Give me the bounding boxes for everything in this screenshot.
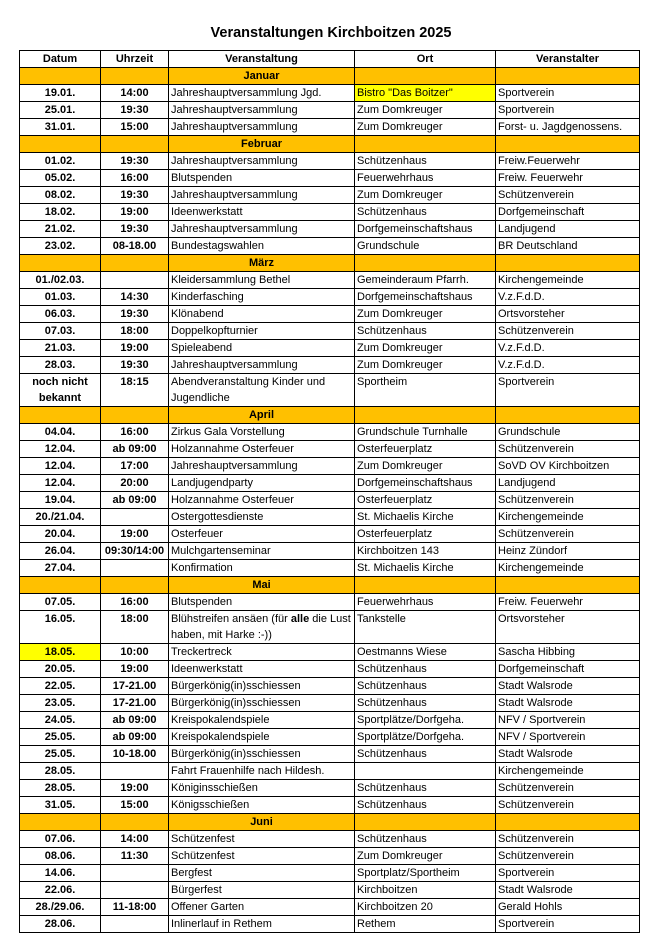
event-time: 09:30/14:00	[101, 543, 169, 560]
event-time: 10:00	[101, 644, 169, 661]
event-time	[101, 272, 169, 289]
event-title: Bürgerkönig(in)sschiessen	[169, 678, 355, 695]
event-time: 16:00	[101, 170, 169, 187]
event-place: Zum Domkreuger	[355, 340, 496, 357]
table-row	[20, 424, 640, 441]
event-place: Schützenhaus	[355, 204, 496, 221]
month-row-januar	[20, 68, 640, 85]
event-date: 20.05.	[20, 661, 101, 678]
event-organizer: Stadt Walsrode	[496, 678, 640, 695]
table-row	[20, 848, 640, 865]
event-place: Zum Domkreuger	[355, 848, 496, 865]
event-time: ab 09:00	[101, 492, 169, 509]
event-date: 25.05.	[20, 746, 101, 763]
event-place: Dorfgemeinschaftshaus	[355, 289, 496, 306]
event-organizer: Kirchengemeinde	[496, 272, 640, 289]
event-time: 16:00	[101, 424, 169, 441]
event-title: Doppelkopfturnier	[169, 323, 355, 340]
table-row	[20, 882, 640, 899]
event-title: Bürgerfest	[169, 882, 355, 899]
event-date: 18.02.	[20, 204, 101, 221]
table-row	[20, 102, 640, 119]
event-time: ab 09:00	[101, 712, 169, 729]
event-title: Spieleabend	[169, 340, 355, 357]
event-place: Sportheim	[355, 374, 496, 407]
event-time: 19:30	[101, 357, 169, 374]
table-row	[20, 560, 640, 577]
event-organizer: Forst- u. Jagdgenossens.	[496, 119, 640, 136]
header-row	[20, 51, 640, 68]
event-title: Kleidersammlung Bethel	[169, 272, 355, 289]
month-row-juni	[20, 814, 640, 831]
event-organizer: Sportverein	[496, 374, 640, 407]
event-time: 19:00	[101, 204, 169, 221]
table-row	[20, 899, 640, 916]
event-date: 24.05.	[20, 712, 101, 729]
table-row	[20, 831, 640, 848]
event-organizer: Schützenverein	[496, 848, 640, 865]
event-time: 19:00	[101, 526, 169, 543]
event-date: 20./21.04.	[20, 509, 101, 526]
table-row	[20, 611, 640, 644]
header-veranstaltung: Veranstaltung	[169, 51, 355, 68]
event-time: 14:00	[101, 831, 169, 848]
event-organizer: Dorfgemeinschaft	[496, 204, 640, 221]
table-row	[20, 475, 640, 492]
event-title: Treckertreck	[169, 644, 355, 661]
event-time: 19:00	[101, 340, 169, 357]
table-row	[20, 763, 640, 780]
event-place: Schützenhaus	[355, 695, 496, 712]
event-organizer: Schützenverein	[496, 831, 640, 848]
event-title: Königsschießen	[169, 797, 355, 814]
event-title: Mulchgartenseminar	[169, 543, 355, 560]
event-date: 20.04.	[20, 526, 101, 543]
table-row	[20, 729, 640, 746]
header-uhrzeit: Uhrzeit	[101, 51, 169, 68]
month-row-mai	[20, 577, 640, 594]
page-title: Veranstaltungen Kirchboitzen 2025	[210, 25, 452, 41]
event-organizer: Freiw. Feuerwehr	[496, 594, 640, 611]
event-date: 01.02.	[20, 153, 101, 170]
event-place: Schützenhaus	[355, 780, 496, 797]
table-row	[20, 746, 640, 763]
event-organizer: V.z.F.d.D.	[496, 340, 640, 357]
event-place: Oestmanns Wiese	[355, 644, 496, 661]
month-label: März	[169, 255, 355, 272]
table-row	[20, 492, 640, 509]
event-date: 05.02.	[20, 170, 101, 187]
event-date: 06.03.	[20, 306, 101, 323]
event-time: 14:30	[101, 289, 169, 306]
month-label: April	[169, 407, 355, 424]
event-time: 19:00	[101, 780, 169, 797]
event-place: Zum Domkreuger	[355, 102, 496, 119]
event-organizer: Freiw.Feuerwehr	[496, 153, 640, 170]
event-date: 12.04.	[20, 458, 101, 475]
table-row	[20, 170, 640, 187]
event-date: 31.05.	[20, 797, 101, 814]
event-time	[101, 882, 169, 899]
month-label: Juni	[169, 814, 355, 831]
table-row	[20, 543, 640, 560]
event-place: Sportplätze/Dorfgeha.	[355, 712, 496, 729]
event-title: Jahreshauptversammlung	[169, 187, 355, 204]
event-date: 22.06.	[20, 882, 101, 899]
event-place: Kirchboitzen 143	[355, 543, 496, 560]
event-title: Jahreshauptversammlung	[169, 458, 355, 475]
event-title: Jahreshauptversammlung	[169, 221, 355, 238]
table-row	[20, 678, 640, 695]
event-date: 23.02.	[20, 238, 101, 255]
event-time: 17-21.00	[101, 695, 169, 712]
event-time: 17:00	[101, 458, 169, 475]
event-organizer: Schützenverein	[496, 492, 640, 509]
event-date: 18.05.	[20, 644, 101, 661]
event-date: 28.06.	[20, 916, 101, 933]
table-row	[20, 272, 640, 289]
table-row	[20, 204, 640, 221]
event-title: Osterfeuer	[169, 526, 355, 543]
event-place: Dorfgemeinschaftshaus	[355, 475, 496, 492]
table-row	[20, 119, 640, 136]
event-date: 31.01.	[20, 119, 101, 136]
event-time	[101, 509, 169, 526]
event-date: 25.05.	[20, 729, 101, 746]
event-time: ab 09:00	[101, 729, 169, 746]
event-date: 19.04.	[20, 492, 101, 509]
event-organizer: V.z.F.d.D.	[496, 357, 640, 374]
event-title: Abendveranstaltung Kinder und Jugendliche	[169, 374, 355, 407]
event-title: Jahreshauptversammlung	[169, 102, 355, 119]
event-title: Ideenwerkstatt	[169, 661, 355, 678]
event-title: Klönabend	[169, 306, 355, 323]
event-date: 22.05.	[20, 678, 101, 695]
event-place: Zum Domkreuger	[355, 119, 496, 136]
month-label: Mai	[169, 577, 355, 594]
event-organizer: NFV / Sportverein	[496, 712, 640, 729]
event-date: 19.01.	[20, 85, 101, 102]
event-place: Zum Domkreuger	[355, 357, 496, 374]
event-title: Landjugendparty	[169, 475, 355, 492]
event-time	[101, 916, 169, 933]
table-row	[20, 594, 640, 611]
event-place: Sportplatz/Sportheim	[355, 865, 496, 882]
event-place: Tankstelle	[355, 611, 496, 644]
month-label: Februar	[169, 136, 355, 153]
table-row	[20, 340, 640, 357]
table-row	[20, 323, 640, 340]
event-time: 10-18.00	[101, 746, 169, 763]
table-row	[20, 865, 640, 882]
table-row	[20, 374, 640, 407]
event-place: Zum Domkreuger	[355, 187, 496, 204]
event-place: Feuerwehrhaus	[355, 594, 496, 611]
event-time: 15:00	[101, 119, 169, 136]
event-time: 11-18:00	[101, 899, 169, 916]
table-row	[20, 441, 640, 458]
event-organizer: Freiw. Feuerwehr	[496, 170, 640, 187]
event-time: 19:30	[101, 221, 169, 238]
event-date: 07.03.	[20, 323, 101, 340]
event-date: 12.04.	[20, 441, 101, 458]
event-place: Zum Domkreuger	[355, 458, 496, 475]
event-title: Kreispokalendspiele	[169, 729, 355, 746]
event-place: Zum Domkreuger	[355, 306, 496, 323]
event-place: Osterfeuerplatz	[355, 441, 496, 458]
event-title: Jahreshauptversammlung	[169, 119, 355, 136]
event-time: 18:15	[101, 374, 169, 407]
event-organizer: Heinz Zündorf	[496, 543, 640, 560]
event-place: Rethem	[355, 916, 496, 933]
event-date: 01.03.	[20, 289, 101, 306]
event-organizer: Landjugend	[496, 221, 640, 238]
event-date: 21.02.	[20, 221, 101, 238]
event-date: 07.05.	[20, 594, 101, 611]
event-place: Schützenhaus	[355, 746, 496, 763]
event-organizer: Kirchengemeinde	[496, 560, 640, 577]
event-time: 11:30	[101, 848, 169, 865]
table-row	[20, 357, 640, 374]
event-title: Ideenwerkstatt	[169, 204, 355, 221]
table-row	[20, 661, 640, 678]
event-time: 15:00	[101, 797, 169, 814]
event-place: Grundschule	[355, 238, 496, 255]
event-title: Blutspenden	[169, 170, 355, 187]
event-organizer: Grundschule	[496, 424, 640, 441]
event-place: Schützenhaus	[355, 661, 496, 678]
event-organizer: Kirchengemeinde	[496, 509, 640, 526]
event-organizer: Sportverein	[496, 85, 640, 102]
event-time	[101, 865, 169, 882]
event-date: 12.04.	[20, 475, 101, 492]
event-place: St. Michaelis Kirche	[355, 560, 496, 577]
event-title: Holzannahme Osterfeuer	[169, 492, 355, 509]
event-date: 08.06.	[20, 848, 101, 865]
event-organizer: Ortsvorsteher	[496, 306, 640, 323]
month-label: Januar	[169, 68, 355, 85]
event-organizer: BR Deutschland	[496, 238, 640, 255]
table-row	[20, 916, 640, 933]
event-date: 14.06.	[20, 865, 101, 882]
event-date: 07.06.	[20, 831, 101, 848]
event-organizer: Sascha Hibbing	[496, 644, 640, 661]
event-organizer: Dorfgemeinschaft	[496, 661, 640, 678]
table-row	[20, 221, 640, 238]
event-time: 18:00	[101, 611, 169, 644]
event-date: 27.04.	[20, 560, 101, 577]
event-place: Feuerwehrhaus	[355, 170, 496, 187]
event-place: Kirchboitzen	[355, 882, 496, 899]
month-row-maerz	[20, 255, 640, 272]
event-place: Schützenhaus	[355, 831, 496, 848]
event-organizer: Schützenverein	[496, 187, 640, 204]
event-date: 23.05.	[20, 695, 101, 712]
event-date: 28./29.06.	[20, 899, 101, 916]
event-date: 21.03.	[20, 340, 101, 357]
month-row-april	[20, 407, 640, 424]
table-row	[20, 458, 640, 475]
event-organizer: Stadt Walsrode	[496, 746, 640, 763]
event-title: Zirkus Gala Vorstellung	[169, 424, 355, 441]
event-title-pre: Blühstreifen ansäen (für	[171, 613, 291, 625]
table-row	[20, 153, 640, 170]
header-veranstalter: Veranstalter	[496, 51, 640, 68]
event-title: Schützenfest	[169, 848, 355, 865]
event-title: Schützenfest	[169, 831, 355, 848]
event-title: Blutspenden	[169, 594, 355, 611]
event-place: Schützenhaus	[355, 678, 496, 695]
event-time: 14:00	[101, 85, 169, 102]
event-place: Grundschule Turnhalle	[355, 424, 496, 441]
event-date: 16.05.	[20, 611, 101, 644]
table-row	[20, 85, 640, 102]
event-place: Schützenhaus	[355, 323, 496, 340]
event-title: Fahrt Frauenhilfe nach Hildesh.	[169, 763, 355, 780]
event-title: Bergfest	[169, 865, 355, 882]
event-date: 28.05.	[20, 763, 101, 780]
event-title: Jahreshauptversammlung Jgd.	[169, 85, 355, 102]
event-place: Osterfeuerplatz	[355, 492, 496, 509]
event-organizer: Schützenverein	[496, 323, 640, 340]
table-row	[20, 526, 640, 543]
table-row	[20, 780, 640, 797]
event-time: 19:30	[101, 306, 169, 323]
event-place: Osterfeuerplatz	[355, 526, 496, 543]
event-title: Königinsschießen	[169, 780, 355, 797]
event-time: 19:30	[101, 153, 169, 170]
event-title: Holzannahme Osterfeuer	[169, 441, 355, 458]
event-title-post: die Lust haben, mit Harke :-))	[171, 613, 351, 641]
event-place: Dorfgemeinschaftshaus	[355, 221, 496, 238]
event-title: Bürgerkönig(in)sschiessen	[169, 746, 355, 763]
event-organizer: Schützenverein	[496, 797, 640, 814]
event-title-bold: alle	[290, 613, 310, 625]
event-title: Inlinerlauf in Rethem	[169, 916, 355, 933]
event-date: noch nicht bekannt	[20, 374, 101, 407]
event-place: Bistro "Das Boitzer"	[355, 85, 496, 102]
event-time: 19:00	[101, 661, 169, 678]
event-organizer: Ortsvorsteher	[496, 611, 640, 644]
event-time: 16:00	[101, 594, 169, 611]
table-row	[20, 712, 640, 729]
event-organizer: NFV / Sportverein	[496, 729, 640, 746]
event-time: ab 09:00	[101, 441, 169, 458]
event-title: Jahreshauptversammlung	[169, 357, 355, 374]
table-row	[20, 187, 640, 204]
table-row	[20, 289, 640, 306]
table-row	[20, 306, 640, 323]
events-table	[19, 50, 640, 933]
event-place: Schützenhaus	[355, 797, 496, 814]
event-place: Kirchboitzen 20	[355, 899, 496, 916]
event-organizer: Sportverein	[496, 916, 640, 933]
table-row	[20, 695, 640, 712]
event-place: Gemeinderaum Pfarrh.	[355, 272, 496, 289]
event-title: Offener Garten	[169, 899, 355, 916]
event-organizer: Gerald Hohls	[496, 899, 640, 916]
header-datum: Datum	[20, 51, 101, 68]
event-organizer: Sportverein	[496, 865, 640, 882]
event-title: Bürgerkönig(in)sschiessen	[169, 695, 355, 712]
event-date: 28.05.	[20, 780, 101, 797]
table-row	[20, 797, 640, 814]
event-organizer: Landjugend	[496, 475, 640, 492]
event-place: Sportplätze/Dorfgeha.	[355, 729, 496, 746]
event-date: 04.04.	[20, 424, 101, 441]
event-organizer: Sportverein	[496, 102, 640, 119]
event-title: Jahreshauptversammlung	[169, 153, 355, 170]
event-time: 17-21.00	[101, 678, 169, 695]
event-time: 18:00	[101, 323, 169, 340]
event-place: Schützenhaus	[355, 153, 496, 170]
event-place: St. Michaelis Kirche	[355, 509, 496, 526]
event-date: 01./02.03.	[20, 272, 101, 289]
event-date: 25.01.	[20, 102, 101, 119]
event-organizer: Stadt Walsrode	[496, 882, 640, 899]
event-place	[355, 763, 496, 780]
event-title: Konfirmation	[169, 560, 355, 577]
header-ort: Ort	[355, 51, 496, 68]
event-organizer: SoVD OV Kirchboitzen	[496, 458, 640, 475]
event-time: 20:00	[101, 475, 169, 492]
event-organizer: V.z.F.d.D.	[496, 289, 640, 306]
table-row	[20, 509, 640, 526]
event-title	[169, 611, 355, 644]
event-title: Bundestagswahlen	[169, 238, 355, 255]
event-organizer: Kirchengemeinde	[496, 763, 640, 780]
table-row	[20, 644, 640, 661]
event-title: Kinderfasching	[169, 289, 355, 306]
event-organizer: Schützenverein	[496, 526, 640, 543]
event-time: 08-18.00	[101, 238, 169, 255]
event-date: 28.03.	[20, 357, 101, 374]
event-date: 08.02.	[20, 187, 101, 204]
event-organizer: Stadt Walsrode	[496, 695, 640, 712]
event-time: 19:30	[101, 187, 169, 204]
event-time: 19:30	[101, 102, 169, 119]
event-time	[101, 763, 169, 780]
event-title: Kreispokalendspiele	[169, 712, 355, 729]
table-row	[20, 238, 640, 255]
event-organizer: Schützenverein	[496, 441, 640, 458]
event-date: 26.04.	[20, 543, 101, 560]
month-row-februar	[20, 136, 640, 153]
event-organizer: Schützenverein	[496, 780, 640, 797]
event-time	[101, 560, 169, 577]
event-title: Ostergottesdienste	[169, 509, 355, 526]
